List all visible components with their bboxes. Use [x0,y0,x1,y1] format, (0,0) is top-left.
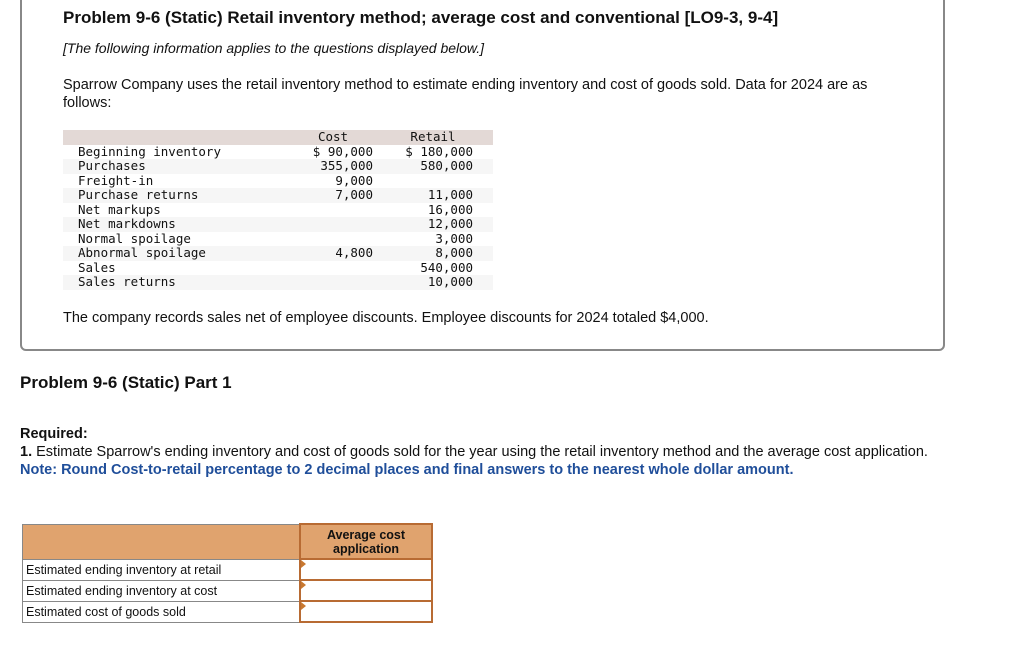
retail-value: 12,000 [373,217,493,232]
answer-row-label: Estimated ending inventory at cost [23,580,301,601]
data-table [63,130,493,290]
table-row [63,145,493,160]
part-title: Problem 9-6 (Static) Part 1 [20,373,232,392]
answer-input[interactable] [301,581,431,600]
answer-cell [300,580,432,601]
answer-cell [300,601,432,622]
answer-header: Average cost application [300,524,432,559]
intro-text: [The following information applies to the questions displayed below.] [63,40,485,56]
answer-row [23,559,433,580]
description: Sparrow Company uses the retail inventory method to estimate ending inventory and cost of goods sold. Data for 2024 are as follows: [63,77,868,111]
retail-value: 10,000 [373,275,493,290]
answer-row-label: Estimated ending inventory at retail [23,559,301,580]
answer-table [22,523,433,623]
row-label: Net markdowns [63,217,293,232]
required-text: Estimate Sparrow's ending inventory and cost of goods sold for the year using the retail inventory method and the average cost application. [36,444,928,460]
answer-input[interactable] [301,560,431,579]
col-cost: Cost [293,130,373,145]
retail-value: 11,000 [373,188,493,203]
row-label: Abnormal spoilage [63,246,293,261]
table-row [63,246,493,261]
table-row [63,159,493,174]
row-label: Beginning inventory [78,143,221,159]
table-row [63,188,493,203]
table-row [63,174,493,189]
retail-value: 8,000 [373,246,493,261]
row-label: Purchase returns [63,188,293,203]
table-row [63,275,493,290]
input-marker-icon [301,560,306,568]
cost-value: 4,800 [293,246,373,261]
input-marker-icon [301,581,306,589]
required-section [20,425,940,479]
cost-value [293,203,373,218]
problem-title: Problem 9-6 (Static) Retail inventory method; average cost and conventional [LO9-3, 9-4] [63,8,779,27]
answer-row [23,580,433,601]
cost-value: 7,000 [293,188,373,203]
row-label: Sales [78,259,116,275]
table-row [63,203,493,218]
retail-value: 580,000 [373,159,493,174]
row-label: Net markups [78,201,161,217]
retail-value [373,174,493,189]
cost-value [293,261,373,276]
answer-row [23,601,433,622]
retail-value: $ 180,000 [405,143,473,159]
row-label: Purchases [63,159,293,174]
required-label: Required: [20,426,88,442]
table-row [63,217,493,232]
table-row [63,232,493,247]
answer-cell [300,559,432,580]
cost-value: $ 90,000 [312,143,373,159]
cost-value [293,275,373,290]
row-label: Normal spoilage [78,230,191,246]
col-retail: Retail [373,130,493,145]
rounding-note: Note: Round Cost-to-retail percentage to 2 decimal places and final answers to the nearest whole dollar amount. [20,462,794,478]
row-label: Sales returns [63,275,293,290]
answer-row-label: Estimated cost of goods sold [23,601,301,622]
row-label: Freight-in [78,172,154,188]
note: The company records sales net of employee discounts. Employee discounts for 2024 totaled $4,000. [63,310,709,326]
cost-value [293,232,373,247]
retail-value: 3,000 [435,230,473,246]
answer-input[interactable] [301,602,431,621]
retail-value: 540,000 [420,259,473,275]
required-number: 1. [20,444,33,460]
input-marker-icon [301,602,306,610]
table-row [63,261,493,276]
cost-value [293,217,373,232]
cost-value: 9,000 [335,172,373,188]
cost-value: 355,000 [293,159,373,174]
retail-value: 16,000 [427,201,473,217]
